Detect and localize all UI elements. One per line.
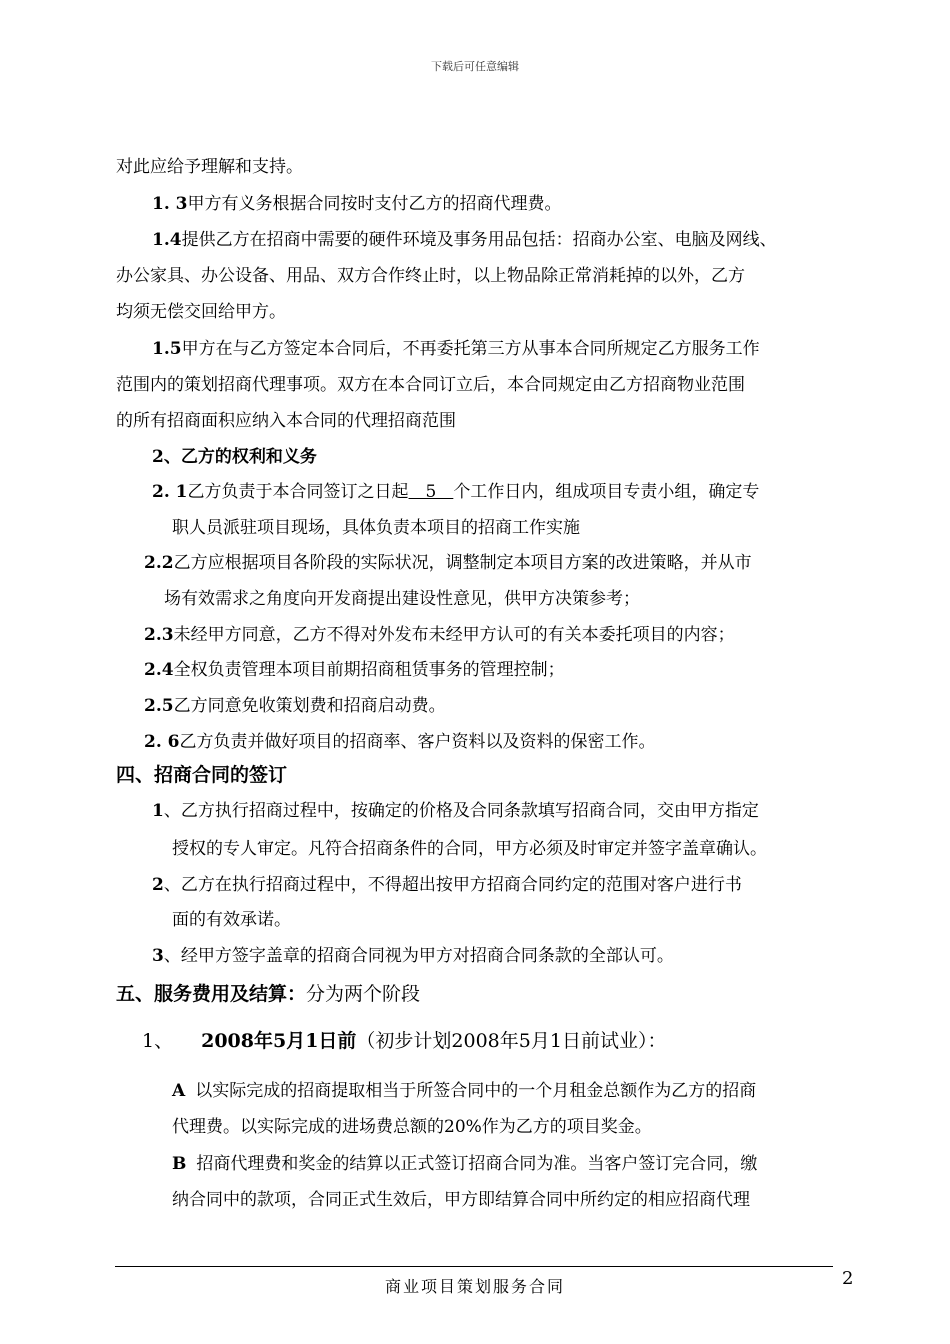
clause-text: 甲方在与乙方签定本合同后，不再委托第三方从事本合同所规定乙方服务工作	[181, 339, 760, 359]
clause-1-5	[152, 338, 760, 360]
clause-text: 、经甲方签字盖章的招商合同视为甲方对招商合同条款的全部认可。	[163, 946, 674, 966]
paragraph-line: 面的有效承诺。	[172, 910, 291, 930]
paragraph-line: 范围内的策划招商代理事项。双方在本合同订立后，本合同规定由乙方招商物业范围	[116, 375, 745, 395]
paragraph-line: 的所有招商面积应纳入本合同的代理招商范围	[116, 411, 456, 431]
paragraph-line: 对此应给予理解和支持。	[116, 157, 303, 177]
clause-text: 提供乙方在招商中需要的硬件环境及事务用品包括：招商办公室、电脑及网线、	[181, 230, 777, 250]
paragraph-line: 职人员派驻项目现场，具体负责本项目的招商工作实施	[172, 518, 580, 538]
clause-1-4	[152, 229, 777, 251]
paragraph-line: 办公家具、办公设备、用品、双方合作终止时，以上物品除正常消耗掉的以外，乙方	[116, 266, 745, 286]
clause-text: 甲方有义务根据合同按时支付乙方的招商代理费。	[187, 194, 562, 214]
section-heading-text: 2、乙方的权利和义务	[152, 447, 317, 467]
footer-divider	[115, 1266, 833, 1267]
item-text: 以实际完成的招商提取相当于所签合同中的一个月租金总额作为乙方的招商	[195, 1081, 757, 1101]
stage-note: （初步计划2008年5月1日前试业）：	[356, 1030, 667, 1052]
clause-text: 、乙方执行招商过程中，按确定的价格及合同条款填写招商合同，交由甲方指定	[163, 801, 759, 821]
section-heading-text: 五、服务费用及结算：	[116, 983, 307, 1005]
clause-text: 未经甲方同意，乙方不得对外发布未经甲方认可的有关本委托项目的内容；	[173, 625, 735, 645]
clause-number: 1.5	[152, 339, 182, 359]
clause-number: 1. 3	[152, 194, 188, 214]
clause-4-1	[152, 800, 759, 822]
clause-4-2	[152, 874, 742, 896]
clause-2-4	[144, 659, 565, 681]
item-a	[172, 1080, 756, 1102]
stage-date: 2008年5月1日前	[201, 1030, 357, 1052]
page-number: 2	[842, 1268, 854, 1289]
clause-number: 2.3	[144, 625, 174, 645]
paragraph-line: 代理费。以实际完成的进场费总额的20%作为乙方的项目奖金。	[172, 1117, 652, 1137]
clause-4-3	[152, 945, 674, 967]
paragraph-line: 授权的专人审定。凡符合招商条件的合同，甲方必须及时审定并签字盖章确认。	[172, 839, 767, 859]
item-letter: A	[172, 1081, 186, 1101]
clause-number: 2. 6	[144, 732, 180, 752]
item-text: 招商代理费和奖金的结算以正式签订招商合同为准。当客户签订完合同，缴	[196, 1154, 758, 1174]
clause-number: 3	[152, 946, 164, 966]
item-b	[172, 1153, 757, 1175]
clause-text: 、乙方在执行招商过程中，不得超出按甲方招商合同约定的范围对客户进行书	[163, 875, 742, 895]
clause-number: 1	[152, 801, 164, 821]
section-heading-2	[152, 446, 317, 468]
clause-2-6	[144, 731, 656, 753]
clause-number: 2	[152, 875, 164, 895]
clause-number: 2.2	[144, 553, 174, 573]
clause-number: 2.5	[144, 696, 174, 716]
paragraph-line: 纳合同中的款项，合同正式生效后，甲方即结算合同中所约定的相应招商代理	[172, 1190, 750, 1210]
clause-text: 乙方同意免收策划费和招商启动费。	[173, 696, 446, 716]
stage-number: 1、	[142, 1030, 174, 1052]
clause-text: 乙方应根据项目各阶段的实际状况，调整制定本项目方案的改进策略，并从市	[173, 553, 752, 573]
paragraph-line: 场有效需求之角度向开发商提出建设性意见，供甲方决策参考；	[164, 589, 640, 609]
item-letter: B	[172, 1154, 187, 1174]
page-header: 下载后可任意编辑	[431, 60, 519, 73]
clause-2-5	[144, 695, 446, 717]
clause-number: 2. 1	[152, 482, 188, 502]
clause-2-3	[144, 624, 735, 646]
clause-text: 个工作日内，组成项目专责小组，确定专	[453, 482, 760, 502]
section-heading-5	[116, 983, 420, 1005]
days-value: 5	[408, 482, 454, 502]
clause-text: 全权负责管理本项目前期招商租赁事务的管理控制；	[173, 660, 565, 680]
clause-number: 1.4	[152, 230, 182, 250]
clause-number: 2.4	[144, 660, 174, 680]
clause-text: 乙方负责并做好项目的招商率、客户资料以及资料的保密工作。	[179, 732, 656, 752]
stage-1-heading	[142, 1030, 666, 1052]
clause-2-2	[144, 552, 752, 574]
page-footer: 商业项目策划服务合同	[384, 1277, 565, 1296]
clause-text: 乙方负责于本合同签订之日起	[187, 482, 409, 502]
paragraph-line: 均须无偿交回给甲方。	[116, 302, 286, 322]
section-heading-subtext: 分为两个阶段	[306, 983, 421, 1005]
clause-1-3	[152, 193, 562, 215]
section-heading-4: 四、招商合同的签订	[116, 764, 288, 786]
clause-2-1	[152, 481, 759, 503]
